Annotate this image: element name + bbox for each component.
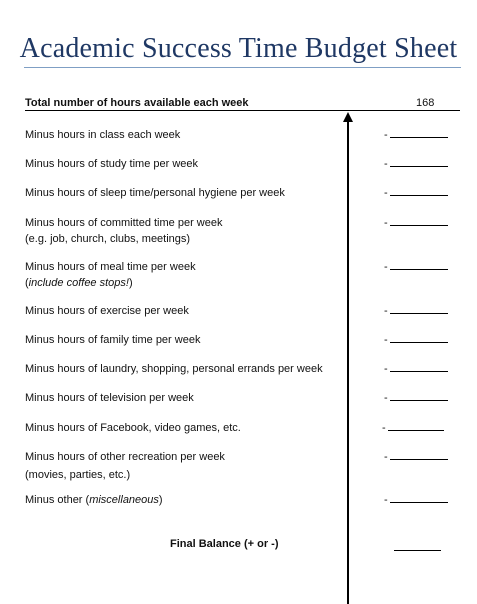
row-label: Minus hours of study time per week xyxy=(25,158,199,170)
row-television-hours xyxy=(25,390,335,406)
total-hours-value: 168 xyxy=(416,97,435,109)
minus-sign: - xyxy=(384,392,388,404)
facebook-hours-input[interactable] xyxy=(382,420,444,436)
sleep-hours-input[interactable] xyxy=(384,185,448,201)
final-balance-label: Final Balance (+ or -) xyxy=(170,538,279,550)
row-errands-hours xyxy=(25,361,345,377)
row-label: Minus hours of meal time per week xyxy=(25,261,196,273)
title-divider xyxy=(24,67,461,68)
row-exercise-hours xyxy=(25,303,335,319)
study-hours-input[interactable] xyxy=(384,156,448,172)
minus-sign: - xyxy=(384,363,388,375)
errands-hours-input[interactable] xyxy=(384,361,448,377)
minus-sign: - xyxy=(384,261,388,273)
row-recreation-hours xyxy=(25,449,335,483)
row-facebook-hours xyxy=(25,420,335,436)
minus-sign: - xyxy=(382,422,386,434)
minus-sign: - xyxy=(384,305,388,317)
row-label: Minus hours of Facebook, video games, etc. xyxy=(25,422,241,434)
row-sublabel: (movies, parties, etc.) xyxy=(25,469,131,481)
row-label: Minus hours of exercise per week xyxy=(25,305,189,317)
page-title: Academic Success Time Budget Sheet xyxy=(19,33,458,64)
minus-sign: - xyxy=(384,187,388,199)
meal-hours-input[interactable] xyxy=(384,259,448,275)
row-label: Minus hours of other recreation per week xyxy=(25,451,225,463)
exercise-hours-input[interactable] xyxy=(384,303,448,319)
row-label: Minus hours of sleep time/personal hygiene per week xyxy=(25,187,285,199)
row-label: Minus hours of laundry, shopping, personal errands per week xyxy=(25,363,323,375)
total-hours-underline xyxy=(25,110,460,111)
minus-sign: - xyxy=(384,217,388,229)
row-label: Minus hours in class each week xyxy=(25,129,181,141)
recreation-hours-input[interactable] xyxy=(384,449,448,465)
row-other-hours xyxy=(25,492,335,508)
row-study-hours xyxy=(25,156,335,172)
family-hours-input[interactable] xyxy=(384,332,448,348)
row-sublabel-italic: include coffee stops! xyxy=(28,277,129,289)
minus-sign: - xyxy=(384,334,388,346)
minus-sign: - xyxy=(384,158,388,170)
final-balance-input[interactable] xyxy=(394,550,441,551)
row-label: Minus hours of television per week xyxy=(25,392,194,404)
row-label-italic: miscellaneous xyxy=(89,494,159,506)
minus-sign: - xyxy=(384,494,388,506)
row-label: Minus other (miscellaneous) xyxy=(25,494,163,506)
row-class-hours xyxy=(25,127,335,143)
total-hours-label: Total number of hours available each week xyxy=(25,97,249,109)
minus-sign: - xyxy=(384,451,388,463)
row-committed-hours xyxy=(25,215,335,247)
other-hours-input[interactable] xyxy=(384,492,448,508)
minus-sign: - xyxy=(384,129,388,141)
row-meal-hours xyxy=(25,259,335,291)
row-sublabel: (include coffee stops!) xyxy=(25,277,133,289)
row-label: Minus hours of committed time per week xyxy=(25,217,223,229)
class-hours-input[interactable] xyxy=(384,127,448,143)
television-hours-input[interactable] xyxy=(384,390,448,406)
row-family-hours xyxy=(25,332,335,348)
row-sleep-hours xyxy=(25,185,335,201)
up-arrow-icon xyxy=(341,112,355,604)
committed-hours-input[interactable] xyxy=(384,215,448,231)
row-label: Minus hours of family time per week xyxy=(25,334,201,346)
row-sublabel: (e.g. job, church, clubs, meetings) xyxy=(25,233,191,245)
